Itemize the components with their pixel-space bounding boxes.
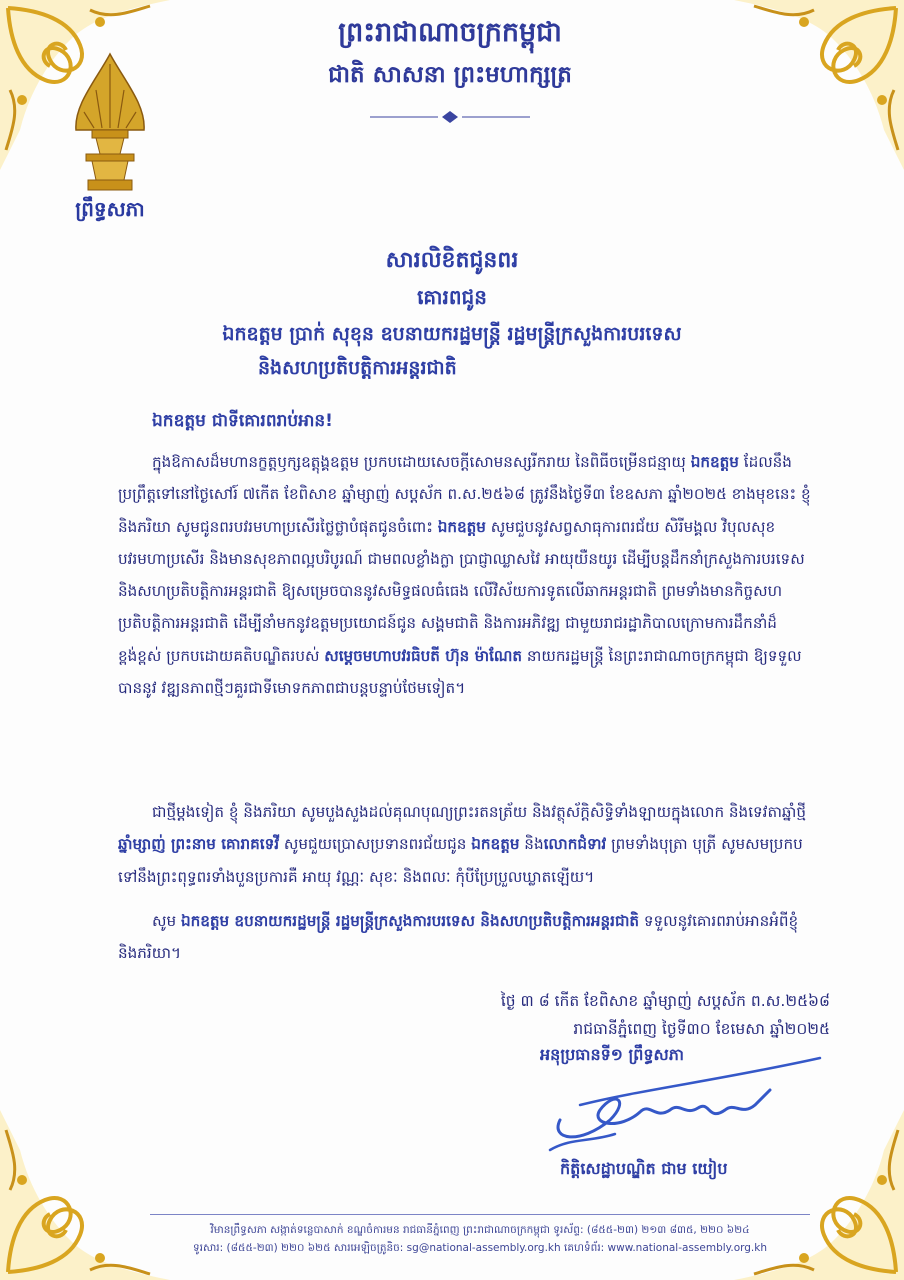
text-run-bold: ឯកឧត្តម (690, 453, 739, 471)
footer-address: វិមានព្រឹទ្ធសភា សង្កាត់ទន្លេបាសាក់ ខណ្ឌចំការមន រាជធានីភ្នំពេញ ព្រះរាជាណាចក្រកម្ពុជា ទូរស័ព្ទ: (៨៥៥-២៣) ២១៣ ៨៣៥, ២២០ ៦២៤ (210, 1224, 750, 1236)
body-paragraph-3 (118, 905, 818, 970)
body-paragraph-1 (118, 446, 818, 704)
letter-title: សារលិខិតជូនពរ (385, 247, 519, 273)
text-run: សូមជួយប្រោសប្រទានពរជ័យជូន (279, 835, 472, 854)
text-run-bold: ឯកឧត្តម ឧបនាយករដ្ឋមន្ត្រី រដ្ឋមន្ត្រីក្រសួងការបរទេស និងសហប្រតិបត្តិការអន្តរជាតិ (180, 912, 640, 930)
recipient-line-1: ឯកឧត្តម ប្រាក់ សុខុន ឧបនាយករដ្ឋមន្ត្រី រដ្ឋមន្ត្រីក្រសួងការបរទេស (222, 323, 682, 345)
header-divider-ornament (370, 110, 530, 124)
senate-emblem-icon (66, 50, 154, 200)
footer-divider (150, 1214, 810, 1215)
institution-label: ព្រឹទ្ធសភា (75, 197, 145, 221)
text-run: សូមជួបនូវសព្វសាធុការពរជ័យ សិរីមង្គល វិបុលសុខ បវរមហាប្រសើរ និងមានសុខភាពល្អបរិបូរណ៍ ជាមពលខ្លាំងក្លា ប្រាជ្ញាឈ្លាសវៃ អាយុយឺនយូរ ដើម្បីបន្តដឹកនាំក្រសួងការបរទេស និងសហប្រតិបត្តិការអន្តរជាតិ ឱ្យសម្រេចបាននូវសមិទ្ធផលធំធេង លើវិស័យការទូតលើឆាកអន្តរជាតិ ព្រមទាំងមានកិច្ចសហប្រតិបត្តិការអន្តរជាតិ ដើម្បីនាំមកនូវឧត្តមប្រយោជន៍ជូន សង្គមជាតិ និងការអភិវឌ្ឍ ជាមួយរាជរដ្ឋាភិបាលក្រោមការដឹកនាំដ៏ខ្ពង់ខ្ពស់ ប្រកបដោយគតិបណ្ឌិតរបស់ (118, 517, 805, 665)
footer-contact: ទូរសារ: (៨៥៥-២៣) ២២០ ៦២៥ សារអេឡិចត្រូនិច: sg@national-assembly.org.kh គេហទំព័រ: www.national-assembly.org.kh (192, 1242, 768, 1254)
signer-name: កិត្តិសេដ្ឋាបណ្ឌិត ជាម យៀប (560, 1159, 728, 1178)
text-run-bold: ឯកឧត្តម (437, 517, 486, 536)
handwritten-signature (520, 1050, 840, 1160)
recipient-line-2: និងសហប្រតិបត្តិការអន្តរជាតិ (258, 357, 457, 379)
text-run: ទទួលនូវគោរពរាប់អានអំពីខ្ញុំ និងភរិយា។ (118, 912, 799, 963)
lunar-date: ថ្ងៃ ៣ ៨ កើត ខែពិសាខ ឆ្នាំម្សាញ់ សប្តស័ក ព.ស.២៥៦៨ (500, 992, 830, 1010)
text-run: ក្នុងឱកាសដ៏មហានក្ខត្តឫក្សឧត្តុង្គឧត្តម ប្រកបដោយសេចក្តីសោមនស្សរីករាយ នៃពិធីចម្រើនជន្មាយុ (152, 453, 691, 471)
text-run: និង (519, 835, 544, 854)
text-run: ដែលនឹងប្រព្រឹត្តទៅនៅថ្ងៃសៅរ៍ ៧កើត ខែពិសាខ ឆ្នាំម្សាញ់ សប្តស័ក ព.ស.២៥៦៨ ត្រូវនឹងថ្ងៃទី៣ ខែឧសភា ឆ្នាំ២០២៥ ខាងមុខនេះ ខ្ញុំ និងភរិយា សូមជូនពរបវរមហាប្រសើរថ្លៃថ្លាបំផុតជូនចំពោះ (118, 453, 811, 536)
text-run: នាយករដ្ឋមន្ត្រី នៃព្រះរាជាណាចក្រកម្ពុជា ឱ្យទទួលបាននូវ វឌ្ឍនភាពថ្មីៗគួរជាទីមោទកភាពជាបន្តបន្ទាប់ថែមទៀត។ (118, 646, 802, 698)
text-run: សូម (152, 912, 181, 930)
corner-ornament-top-right (734, 0, 904, 170)
body-paragraph-2 (118, 796, 818, 893)
signer-title: អនុប្រធានទី១ ព្រឹទ្ធសភា (540, 1045, 685, 1064)
national-motto: ជាតិ សាសនា ព្រះមហាក្សត្រ (328, 61, 572, 88)
text-run-bold: សម្តេចមហាបវរធិបតី ហ៊ុន ម៉ាណែត (324, 646, 523, 665)
salutation: ឯកឧត្តម ជាទីគោរពរាប់អាន! (152, 411, 333, 431)
text-run-bold: ឯកឧត្តម (471, 835, 520, 854)
kingdom-heading: ព្រះរាជាណាចក្រកម្ពុជា (338, 17, 562, 48)
text-run: ព្រមទាំងបុត្រា បុត្រី សូមសមប្រកបទៅនឹងព្រះពុទ្ធពរទាំងបួនប្រការគឺ អាយុ វណ្ណៈ សុខៈ និងពលៈ កុំបីប្រែប្រួលឃ្លាតឡើយ។ (118, 835, 803, 886)
text-run-bold: ឆ្នាំម្សាញ់ ព្រះនាម គោរាគទេវី (118, 835, 280, 854)
text-run: ជាថ្មីម្តងទៀត ខ្ញុំ និងភរិយា សូមបួងសួងដល់គុណបុណ្យព្រះរតនត្រ័យ និងវត្ថុស័ក្តិសិទ្ធិទាំងឡាយក្នុងលោក និងទេវតាឆ្នាំថ្មី (152, 803, 807, 821)
place-and-date: រាជធានីភ្នំពេញ ថ្ងៃទី៣០ ខែមេសា ឆ្នាំ២០២៥ (573, 1020, 830, 1038)
text-run-bold: លោកជំទាវ (543, 835, 607, 854)
addressed-to-label: គោរពជូន (417, 285, 487, 309)
corner-ornament-bottom-left (0, 1110, 170, 1280)
